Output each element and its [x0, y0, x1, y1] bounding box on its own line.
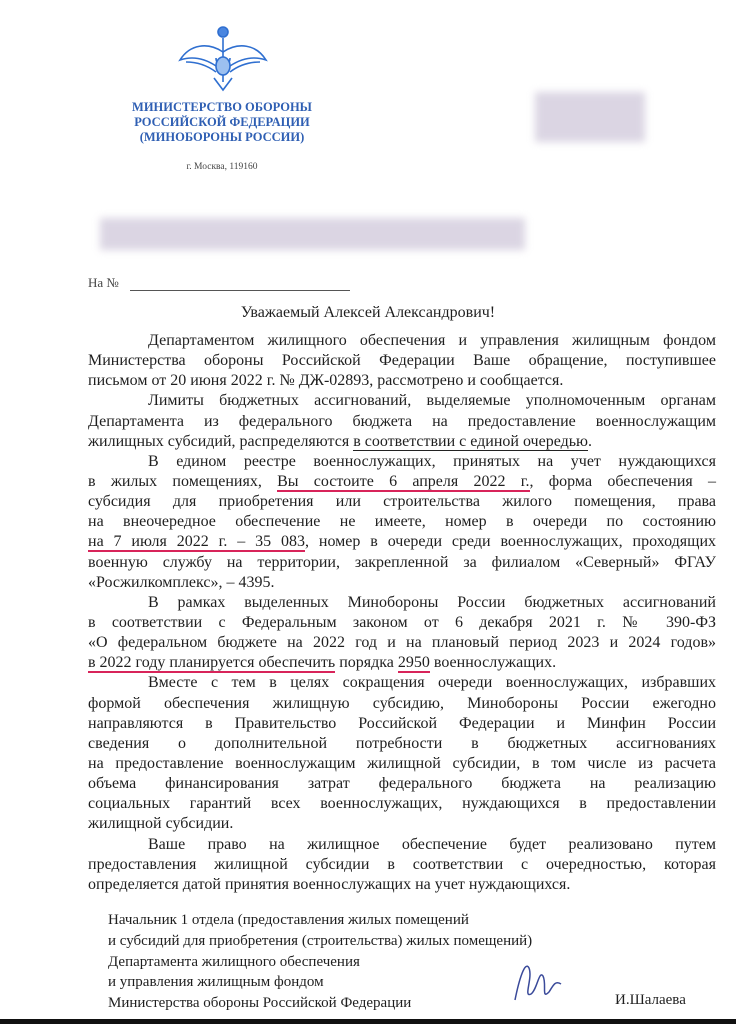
paragraph-line	[88, 512, 716, 532]
highlighted-text: на 7 июля 2022 г. – 35 083	[88, 533, 306, 551]
text-segment: в соответствии с Федеральным законом от 6 декабря 2021 г. № 390-ФЗ	[88, 613, 716, 631]
paragraph-line	[88, 412, 716, 432]
text-segment: Лимиты бюджетных ассигнований, выделяемые уполномоченным органам	[148, 392, 716, 410]
text-segment: определяется датой принятия военнослужащих на учет нуждающихся.	[88, 875, 571, 893]
paragraph-line	[88, 613, 716, 633]
paragraph-line	[88, 351, 716, 371]
paragraph-line	[88, 653, 716, 673]
reference-label: На №	[88, 275, 119, 290]
paragraph-line	[88, 633, 716, 653]
text-segment: сведения о дополнительной потребности в бюджетных ассигнованиях	[88, 734, 716, 752]
text-segment: на внеочередное обеспечение не имеете, номер в очереди по состоянию	[88, 513, 716, 531]
text-segment: предоставления жилищной субсидии в соответствии с очередностью, которая	[88, 855, 716, 873]
text-segment: социальных гарантий всех военнослужащих, нуждающихся в предоставлении	[88, 795, 716, 813]
paragraph-line	[88, 694, 716, 714]
letter-body	[88, 331, 716, 895]
paragraph-line	[88, 371, 716, 391]
greeting: Уважаемый Алексей Александрович!	[240, 304, 496, 321]
signature-title-line: Департамента жилищного обеспечения	[108, 953, 360, 970]
highlighted-text: в 2022 году планируется обеспечить	[88, 654, 336, 672]
paragraph-line	[88, 754, 716, 774]
text-segment: Министерства обороны Российской Федерации Ваше обращение, поступившее	[88, 352, 716, 370]
paragraph-line	[88, 814, 716, 834]
paragraph-line	[88, 553, 716, 573]
text-segment: , форма обеспечения –	[529, 472, 717, 490]
text-segment: В рамках выделенных Минобороны России бюджетных ассигнований	[148, 593, 716, 611]
text-segment: Ваше право на жилищное обеспечение будет реализовано путем	[148, 835, 716, 853]
text-segment: военнослужащих.	[429, 654, 557, 672]
paragraph-line	[88, 714, 716, 734]
text-segment: Департамента из федерального бюджета на предоставление военнослужащим	[88, 412, 716, 430]
text-segment: В едином реестре военнослужащих, принятых на учет нуждающихся	[148, 452, 716, 470]
signature-title-line: Министерства обороны Российской Федерации	[108, 995, 412, 1012]
text-segment: , номер в очереди среди военнослужащих, проходящих	[305, 533, 717, 551]
signature-title-line: и управления жилищным фондом	[108, 974, 324, 991]
paragraph-line	[88, 593, 716, 613]
highlighted-text: 2950	[397, 654, 430, 672]
ministry-address: г. Москва, 119160	[186, 162, 258, 172]
text-segment: письмом от 20 июня 2022 г. № ДЖ-02893, рассмотрено и сообщается.	[88, 372, 564, 390]
text-segment: .	[587, 432, 592, 450]
bottom-edge	[0, 1019, 736, 1024]
paragraph-line	[88, 794, 716, 814]
paragraph-line	[88, 573, 716, 593]
text-segment: жилищных субсидий, распределяются	[88, 432, 354, 450]
paragraph-line	[88, 432, 716, 452]
text-segment: Вместе с тем в целях сокращения очереди военнослужащих, избравших	[148, 674, 716, 692]
signature-title-line: Начальник 1 отдела (предоставления жилых помещений	[108, 912, 469, 928]
ministry-name-line: МИНИСТЕРСТВО ОБОРОНЫ	[132, 100, 312, 114]
text-segment: Департаментом жилищного обеспечения и управления жилищным фондом	[148, 332, 716, 349]
text-segment: военную службу на территории, закрепленной за филиалом «Северный» ФГАУ	[88, 553, 716, 571]
text-segment: порядка	[335, 654, 398, 672]
paragraph-line	[88, 472, 716, 492]
reference-number-blank	[130, 290, 350, 291]
paragraph-line	[88, 774, 716, 794]
paragraph-line	[88, 331, 716, 351]
text-segment: жилищной субсидии.	[88, 815, 234, 833]
text-segment: формой обеспечения жилищную субсидию, Минобороны России ежегодно	[88, 694, 716, 712]
text-segment: направляются в Правительство Российской Федерации и Минфин России	[88, 714, 716, 732]
ministry-name-line: (МИНОБОРОНЫ РОССИИ)	[139, 130, 305, 144]
text-segment: объема финансирования затрат федерального бюджета на реализацию	[88, 775, 716, 793]
text-segment: в жилых помещениях,	[88, 472, 278, 490]
redacted-recipient	[535, 92, 645, 142]
redacted-outgoing-number	[100, 218, 525, 250]
signature-title-line: и субсидий для приобретения (строительства) жилых помещений)	[108, 932, 533, 949]
underlined-text: в соответствии с единой очередью	[353, 432, 588, 450]
paragraph-line	[88, 855, 716, 875]
paragraph-line	[88, 673, 716, 693]
paragraph-line	[88, 835, 716, 855]
paragraph-line	[88, 492, 716, 512]
highlighted-text: Вы состоите 6 апреля 2022 г.	[277, 472, 530, 490]
paragraph-line	[88, 452, 716, 472]
paragraph-line	[88, 391, 716, 411]
paragraph-line	[88, 734, 716, 754]
paragraph-line	[88, 875, 716, 895]
paragraph-line	[88, 532, 716, 552]
text-segment: на предоставление военнослужащим жилищной субсидии, в том числе из расчета	[88, 754, 716, 772]
text-segment: субсидия для приобретения или строительства жилого помещения, права	[88, 493, 716, 511]
text-segment: «О федеральном бюджете на 2022 год и на плановый период 2023 и 2024 годов»	[88, 634, 716, 652]
text-segment: «Росжилкомплекс», – 4395.	[88, 573, 275, 591]
signature-block	[108, 910, 532, 1014]
handwritten-signature-icon	[505, 950, 565, 1010]
signer-name: И.Шалаева	[615, 992, 686, 1008]
ministry-emblem-icon	[178, 22, 268, 94]
ministry-name-line: РОССИЙСКОЙ ФЕДЕРАЦИИ	[134, 115, 310, 129]
